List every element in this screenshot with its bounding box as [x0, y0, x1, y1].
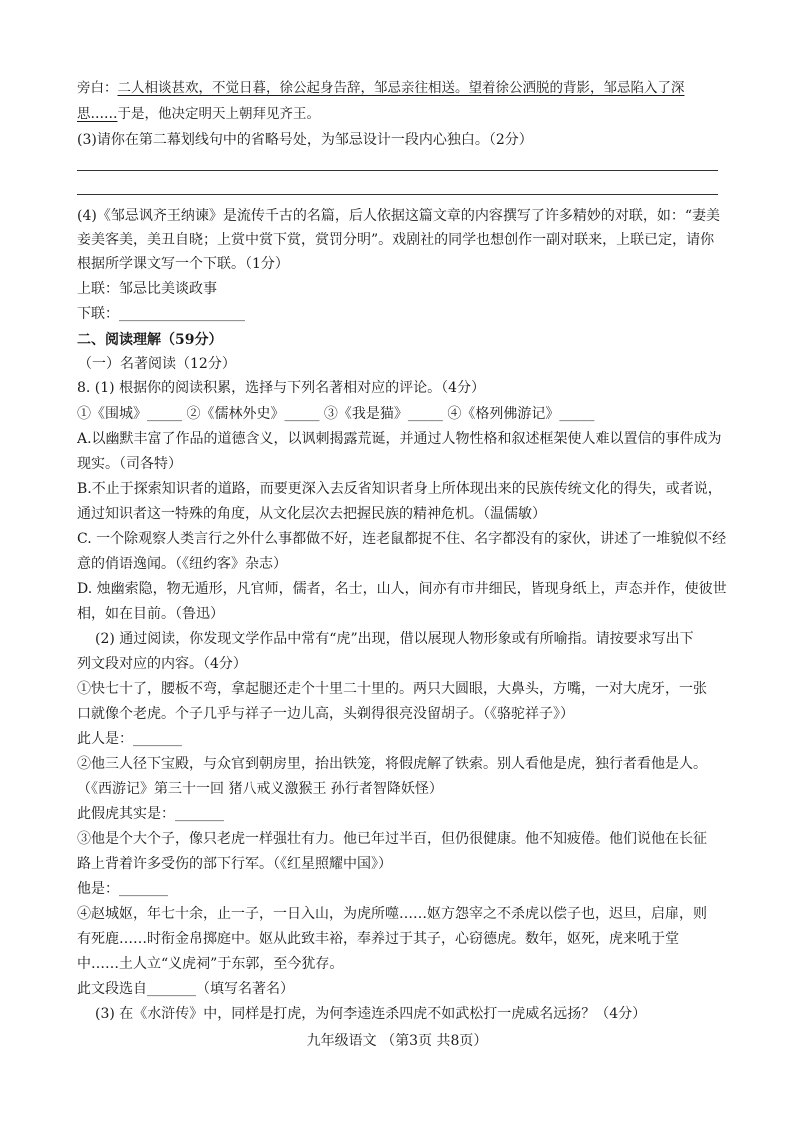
option-d-line-2: 相，如在目前。（鲁迅） — [77, 606, 224, 622]
aside-rest: 于是，他决定明天上朝拜见齐王。 — [117, 106, 320, 122]
answer-2[interactable]: 此假虎其实是：_______ — [77, 806, 224, 822]
part-1-heading: （一）名著阅读（12分） — [78, 356, 236, 372]
option-d-line-1: D. 烛幽索隐，物无遁形，凡官师，儒者，名士，山人，间亦有市井细民，皆现身纸上，声态并作，使彼世 — [77, 581, 727, 597]
question-3: (3)请你在第二幕划线句中的省略号处，为邹忌设计一段内心独白。（2分） — [77, 132, 533, 148]
q8-intro: 8. (1) 根据你的阅读积累，选择与下列名著相对应的评论。（4分） — [77, 380, 485, 396]
answer-line-2[interactable] — [77, 194, 718, 195]
text-2-line-1: ②他三人径下宝殿，与众官到朝房里，抬出铁笼，将假虎解了铁索。别人看他是虎，独行者看他是人。 — [77, 756, 707, 772]
aside-underlined-text: 二人相谈甚欢，不觉日暮，徐公起身告辞，邹忌亲往相送。望着徐公洒脱的背影，邹忌陷入了深 — [117, 80, 685, 96]
q8-choices[interactable]: ①《围城》_____ ②《儒林外史》_____ ③《我是猫》_____ ④《格列佛游记》_____ — [77, 406, 595, 422]
text-2-line-2: （《西游记》第三十一回 猪八戒义激猴王 孙行者智降妖怪） — [77, 781, 443, 797]
aside-label: 旁白： — [77, 80, 118, 96]
option-b-line-2: 通过知识者这一特殊的角度，从文化层次去把握民族的精神危机。（温儒敏） — [77, 506, 546, 522]
text-1-line-1: ①快七十了，腰板不弯，拿起腿还走个十里二十里的。两只大圆眼，大鼻头，方嘴，一对大虎牙，一张 — [77, 681, 707, 697]
question-4-line-2: 妾美客美，美丑自晓；上赏中赏下赏，赏罚分明”。戏剧社的同学也想创作一副对联来，上联已定，请你 — [77, 232, 715, 248]
text-3-line-2: 路上背着许多受伤的部下行军。（《红星照耀中国》） — [77, 856, 392, 872]
text-3-line-1: ③他是个大个子，像只老虎一样强壮有力。他已年过半百，但仍很健康。他不知疲倦。他们说他在长征 — [77, 831, 707, 847]
question-4-line-1: (4)《邹忌讽齐王纳谏》是流传千古的名篇，后人依据这篇文章的内容撰写了许多精妙的对联，如：“妻美 — [77, 208, 720, 224]
q8-part2-line-2: 列文段对应的内容。（4分） — [77, 656, 247, 672]
text-1-line-2: 口就像个老虎。个子几乎与祥子一边儿高，头剃得很亮没留胡子。（《骆驼祥子》） — [77, 706, 574, 722]
text-4-line-1: ④赵城妪，年七十余，止一子，一日入山，为虎所噬……妪方怨宰之不杀虎以偿子也，迟旦，启扉，则 — [77, 906, 707, 922]
text-4-line-2: 有死鹿……时衔金帛掷庭中。妪从此致丰裕，奉养过于其子，心窃德虎。数年，妪死，虎来吼于堂 — [77, 931, 679, 947]
answer-3[interactable]: 他是：_______ — [77, 881, 168, 897]
option-a-line-2: 现实。（司各特） — [77, 456, 182, 472]
aside-line-2 — [77, 104, 717, 124]
aside-line-1 — [77, 78, 717, 98]
option-b-line-1: B.不止于探索知识者的道路，而要更深入去反省知识者身上所体现出来的民族传统文化的得失，或者说， — [77, 481, 722, 497]
answer-1[interactable]: 此人是：_______ — [77, 731, 182, 747]
couplet-lower-label: 下联： — [77, 306, 119, 322]
q8-part2-line-1: (2) 通过阅读，你发现文学作品中常有“虎”出现，借以展现人物形象或有所喻指。请按要求写出下 — [95, 631, 694, 647]
option-c-line-2: 意的俏语逸闻。（《纽约客》杂志） — [77, 556, 287, 572]
aside-underlined-ellipsis: 思…… — [77, 106, 118, 122]
question-4-line-3: 根据所学课文写一个下联。（1分） — [77, 256, 289, 272]
option-c-line-1: C. 一个除观察人类言行之外什么事都做不好，连老鼠都捉不住、名字都没有的家伙，讲述了一堆貌似不经 — [77, 531, 727, 547]
text-4-line-3: 中……土人立“义虎祠”于东郭，至今犹存。 — [77, 956, 344, 972]
couplet-lower[interactable] — [77, 304, 717, 324]
q8-part3: (3) 在《水浒传》中，同样是打虎，为何李逵连杀四虎不如武松打一虎威名远扬？（4分） — [95, 1006, 647, 1022]
page-footer: 九年级语文 （第3页 共8页） — [306, 1033, 488, 1049]
answer-line-1[interactable] — [77, 170, 718, 171]
section-2-heading: 二、阅读理解（59分） — [77, 332, 223, 348]
answer-4[interactable]: 此文段选自_______（填写名著名） — [77, 981, 294, 997]
couplet-lower-blank[interactable]: __________________ — [119, 306, 245, 322]
option-a-line-1: A.以幽默丰富了作品的道德含义，以讽刺揭露荒诞，并通过人物性格和叙述框架使人难以置信的事件成为 — [77, 431, 722, 447]
couplet-upper: 上联：邹忌比美谈政事 — [77, 281, 217, 297]
